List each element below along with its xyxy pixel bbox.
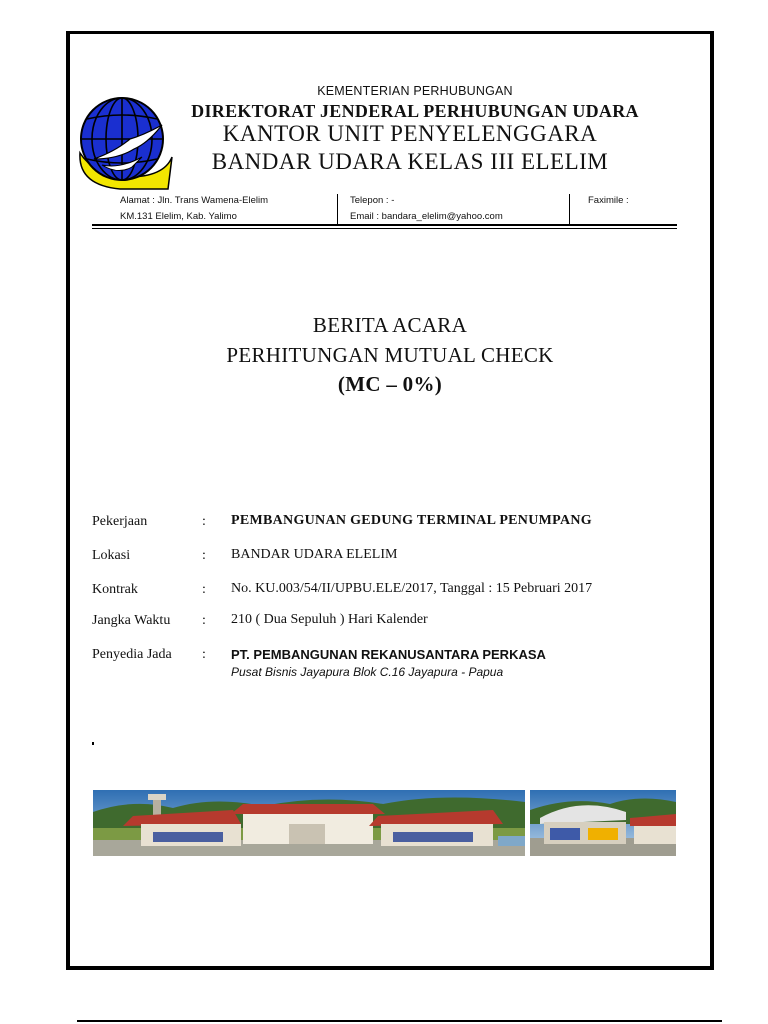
header-rule	[92, 224, 677, 226]
footer-rule	[77, 1020, 722, 1022]
ministry-name: KEMENTERIAN PERHUBUNGAN	[317, 84, 513, 98]
terminal-closeup-image	[530, 790, 676, 856]
jangka-waktu-value: 210 ( Dua Sepuluh ) Hari Kalender	[231, 612, 428, 627]
field-colon: :	[202, 582, 206, 597]
document-subtitle: PERHITUNGAN MUTUAL CHECK	[226, 343, 554, 367]
ministry-logo-icon	[72, 95, 176, 193]
penyedia-value: PT. PEMBANGUNAN REKANUSANTARA PERKASA	[231, 647, 546, 662]
address-line-1: Alamat : Jln. Trans Wamena-Elelim	[120, 195, 268, 206]
header-separator	[337, 194, 338, 224]
document-title: BERITA ACARA	[312, 313, 468, 337]
jangka-waktu-label: Jangka Waktu	[92, 613, 171, 628]
lokasi-value: BANDAR UDARA ELELIM	[231, 547, 398, 562]
pekerjaan-value: PEMBANGUNAN GEDUNG TERMINAL PENUMPANG	[231, 513, 592, 528]
field-colon: :	[202, 647, 206, 662]
office-name: KANTOR UNIT PENYELENGGARA	[222, 121, 598, 146]
field-colon: :	[202, 514, 206, 529]
progress-title: (MC – 0%)	[337, 372, 443, 396]
lokasi-label: Lokasi	[92, 548, 131, 563]
pekerjaan-label: Pekerjaan	[92, 514, 148, 529]
field-colon: :	[202, 548, 206, 563]
penyedia-label: Penyedia Jada	[92, 647, 172, 662]
fax-info: Faximile :	[588, 195, 629, 206]
airport-name: BANDAR UDARA KELAS III ELELIM	[211, 149, 609, 174]
header-rule	[92, 228, 677, 229]
terminal-building-image	[93, 790, 525, 856]
email-info: Email : bandara_elelim@yahoo.com	[350, 211, 503, 222]
kontrak-value: No. KU.003/54/II/UPBU.ELE/2017, Tanggal : 15 Pebruari 2017	[231, 581, 593, 596]
field-colon: :	[202, 613, 206, 628]
text-cursor-mark	[92, 742, 94, 745]
directorate-name: DIREKTORAT JENDERAL PERHUBUNGAN UDARA	[191, 101, 639, 121]
phone-info: Telepon : -	[350, 195, 395, 206]
header-separator	[569, 194, 570, 224]
kontrak-label: Kontrak	[92, 582, 138, 597]
address-line-2: KM.131 Elelim, Kab. Yalimo	[120, 211, 237, 222]
penyedia-address: Pusat Bisnis Jayapura Blok C.16 Jayapura - Papua	[231, 665, 504, 679]
